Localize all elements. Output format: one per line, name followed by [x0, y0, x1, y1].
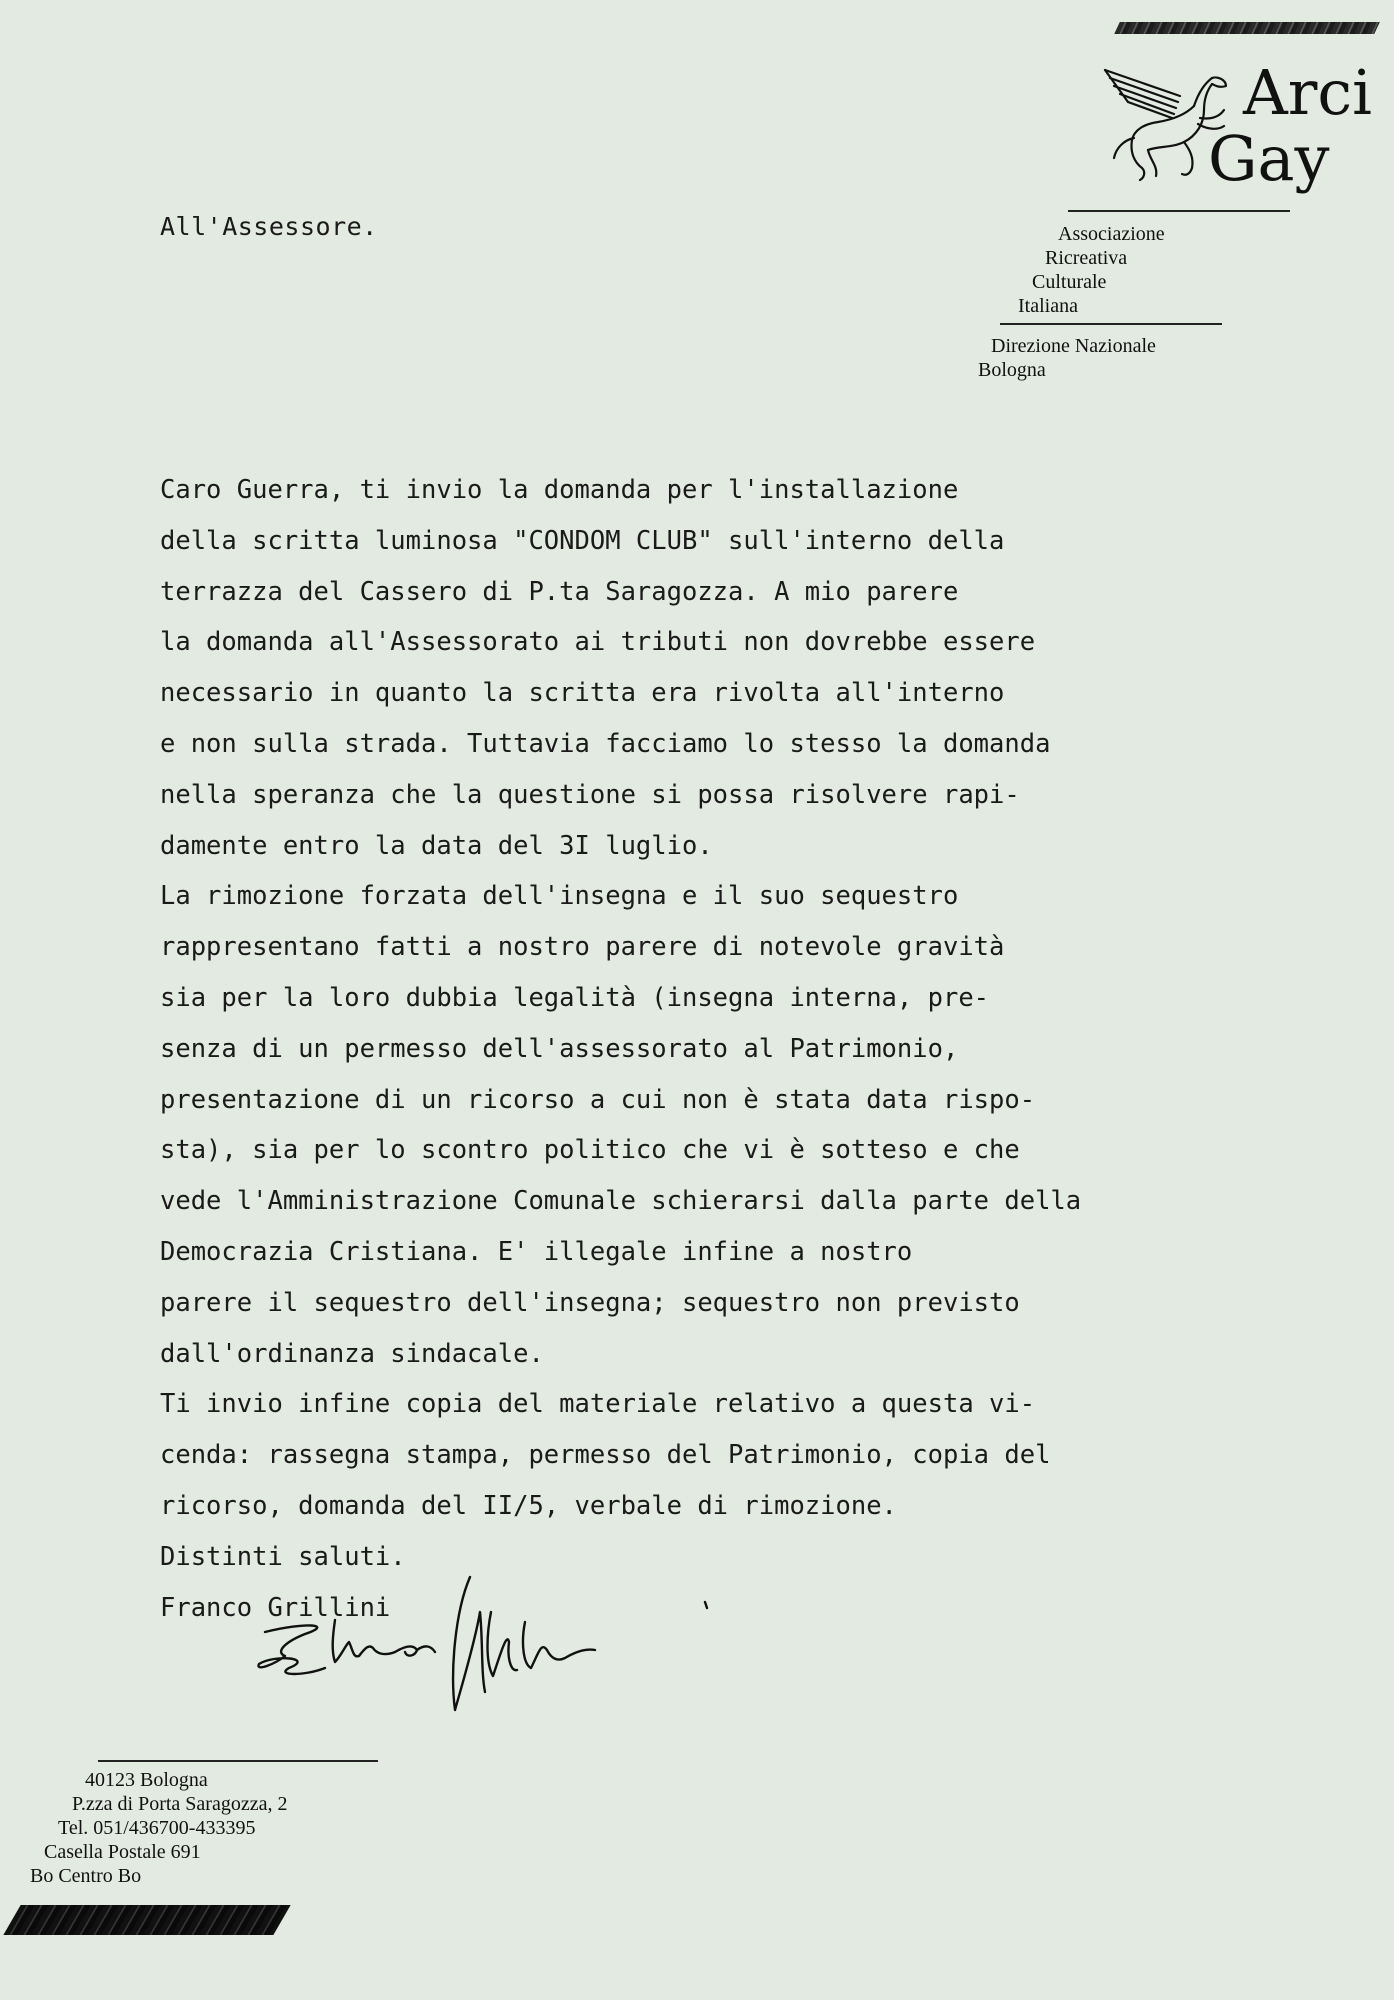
handwritten-signature	[245, 1572, 725, 1722]
body-line: la domanda all'Assessorato ai tributi non dovrebbe essere	[160, 627, 1036, 658]
body-line: e non sulla strada. Tuttavia facciamo lo stesso la domanda	[160, 728, 1051, 759]
body-line: necessario in quanto la scritta era rivolta all'interno	[160, 678, 1005, 709]
footer-line-1: 40123 Bologna	[85, 1769, 208, 1791]
body-line: rappresentano fatti a nostro parere di notevole gravità	[160, 932, 1005, 963]
body-line: vede l'Amministrazione Comunale schierarsi dalla parte della	[160, 1186, 1082, 1217]
footer-line-2: P.zza di Porta Saragozza, 2	[72, 1793, 288, 1815]
letter-body	[160, 465, 1081, 1633]
body-line: senza di un permesso dell'assessorato al Patrimonio,	[160, 1033, 959, 1064]
letterhead-rule-bottom	[1000, 323, 1222, 325]
signer-name: Franco Grillini	[160, 1592, 391, 1623]
body-line: cenda: rassegna stampa, permesso del Patrimonio, copia del	[160, 1440, 1051, 1471]
body-line: dall'ordinanza sindacale.	[160, 1338, 544, 1369]
top-scan-mark	[1114, 22, 1380, 34]
body-line: ricorso, domanda del II/5, verbale di rimozione.	[160, 1490, 897, 1521]
body-line: Distinti saluti.	[160, 1541, 406, 1572]
logo-word-gay: Gay	[1208, 122, 1330, 195]
org-line-3: Culturale	[1032, 271, 1107, 293]
body-line: nella speranza che la questione si possa risolvere rapi-	[160, 779, 1020, 810]
footer-line-5: Bo Centro Bo	[30, 1865, 142, 1887]
footer-rule	[98, 1760, 378, 1762]
body-line: Democrazia Cristiana. E' illegale infine a nostro	[160, 1236, 913, 1267]
addressee: All'Assessore.	[160, 212, 378, 241]
logo-word-arci: Arci	[1243, 56, 1372, 129]
direction-line-2: Bologna	[978, 359, 1046, 381]
footer-line-3: Tel. 051/436700-433395	[58, 1817, 256, 1839]
org-line-1: Associazione	[1058, 223, 1165, 245]
body-line: sta), sia per lo scontro politico che vi è sotteso e che	[160, 1135, 1020, 1166]
body-line: presentazione di un ricorso a cui non è stata data rispo-	[160, 1084, 1036, 1115]
body-line: Ti invio infine copia del materiale relativo a questa vi-	[160, 1389, 1036, 1420]
footer-line-4: Casella Postale 691	[44, 1841, 201, 1863]
bottom-scan-mark	[3, 1905, 290, 1935]
body-line: La rimozione forzata dell'insegna e il suo sequestro	[160, 881, 959, 912]
body-line: parere il sequestro dell'insegna; sequestro non previsto	[160, 1287, 1020, 1318]
body-line: terrazza del Cassero di P.ta Saragozza. A mio parere	[160, 576, 959, 607]
letterhead-rule-top	[1068, 210, 1290, 212]
body-line: sia per la loro dubbia legalità (insegna interna, pre-	[160, 982, 990, 1013]
arci-gay-logo	[1100, 50, 1372, 200]
body-line: damente entro la data del 3I luglio.	[160, 830, 713, 861]
direction-line-1: Direzione Nazionale	[991, 335, 1156, 357]
org-line-4: Italiana	[1018, 295, 1078, 317]
body-line: della scritta luminosa "CONDOM CLUB" sull'interno della	[160, 525, 1005, 556]
org-line-2: Ricreativa	[1045, 247, 1128, 269]
body-line: Caro Guerra, ti invio la domanda per l'installazione	[160, 475, 959, 505]
